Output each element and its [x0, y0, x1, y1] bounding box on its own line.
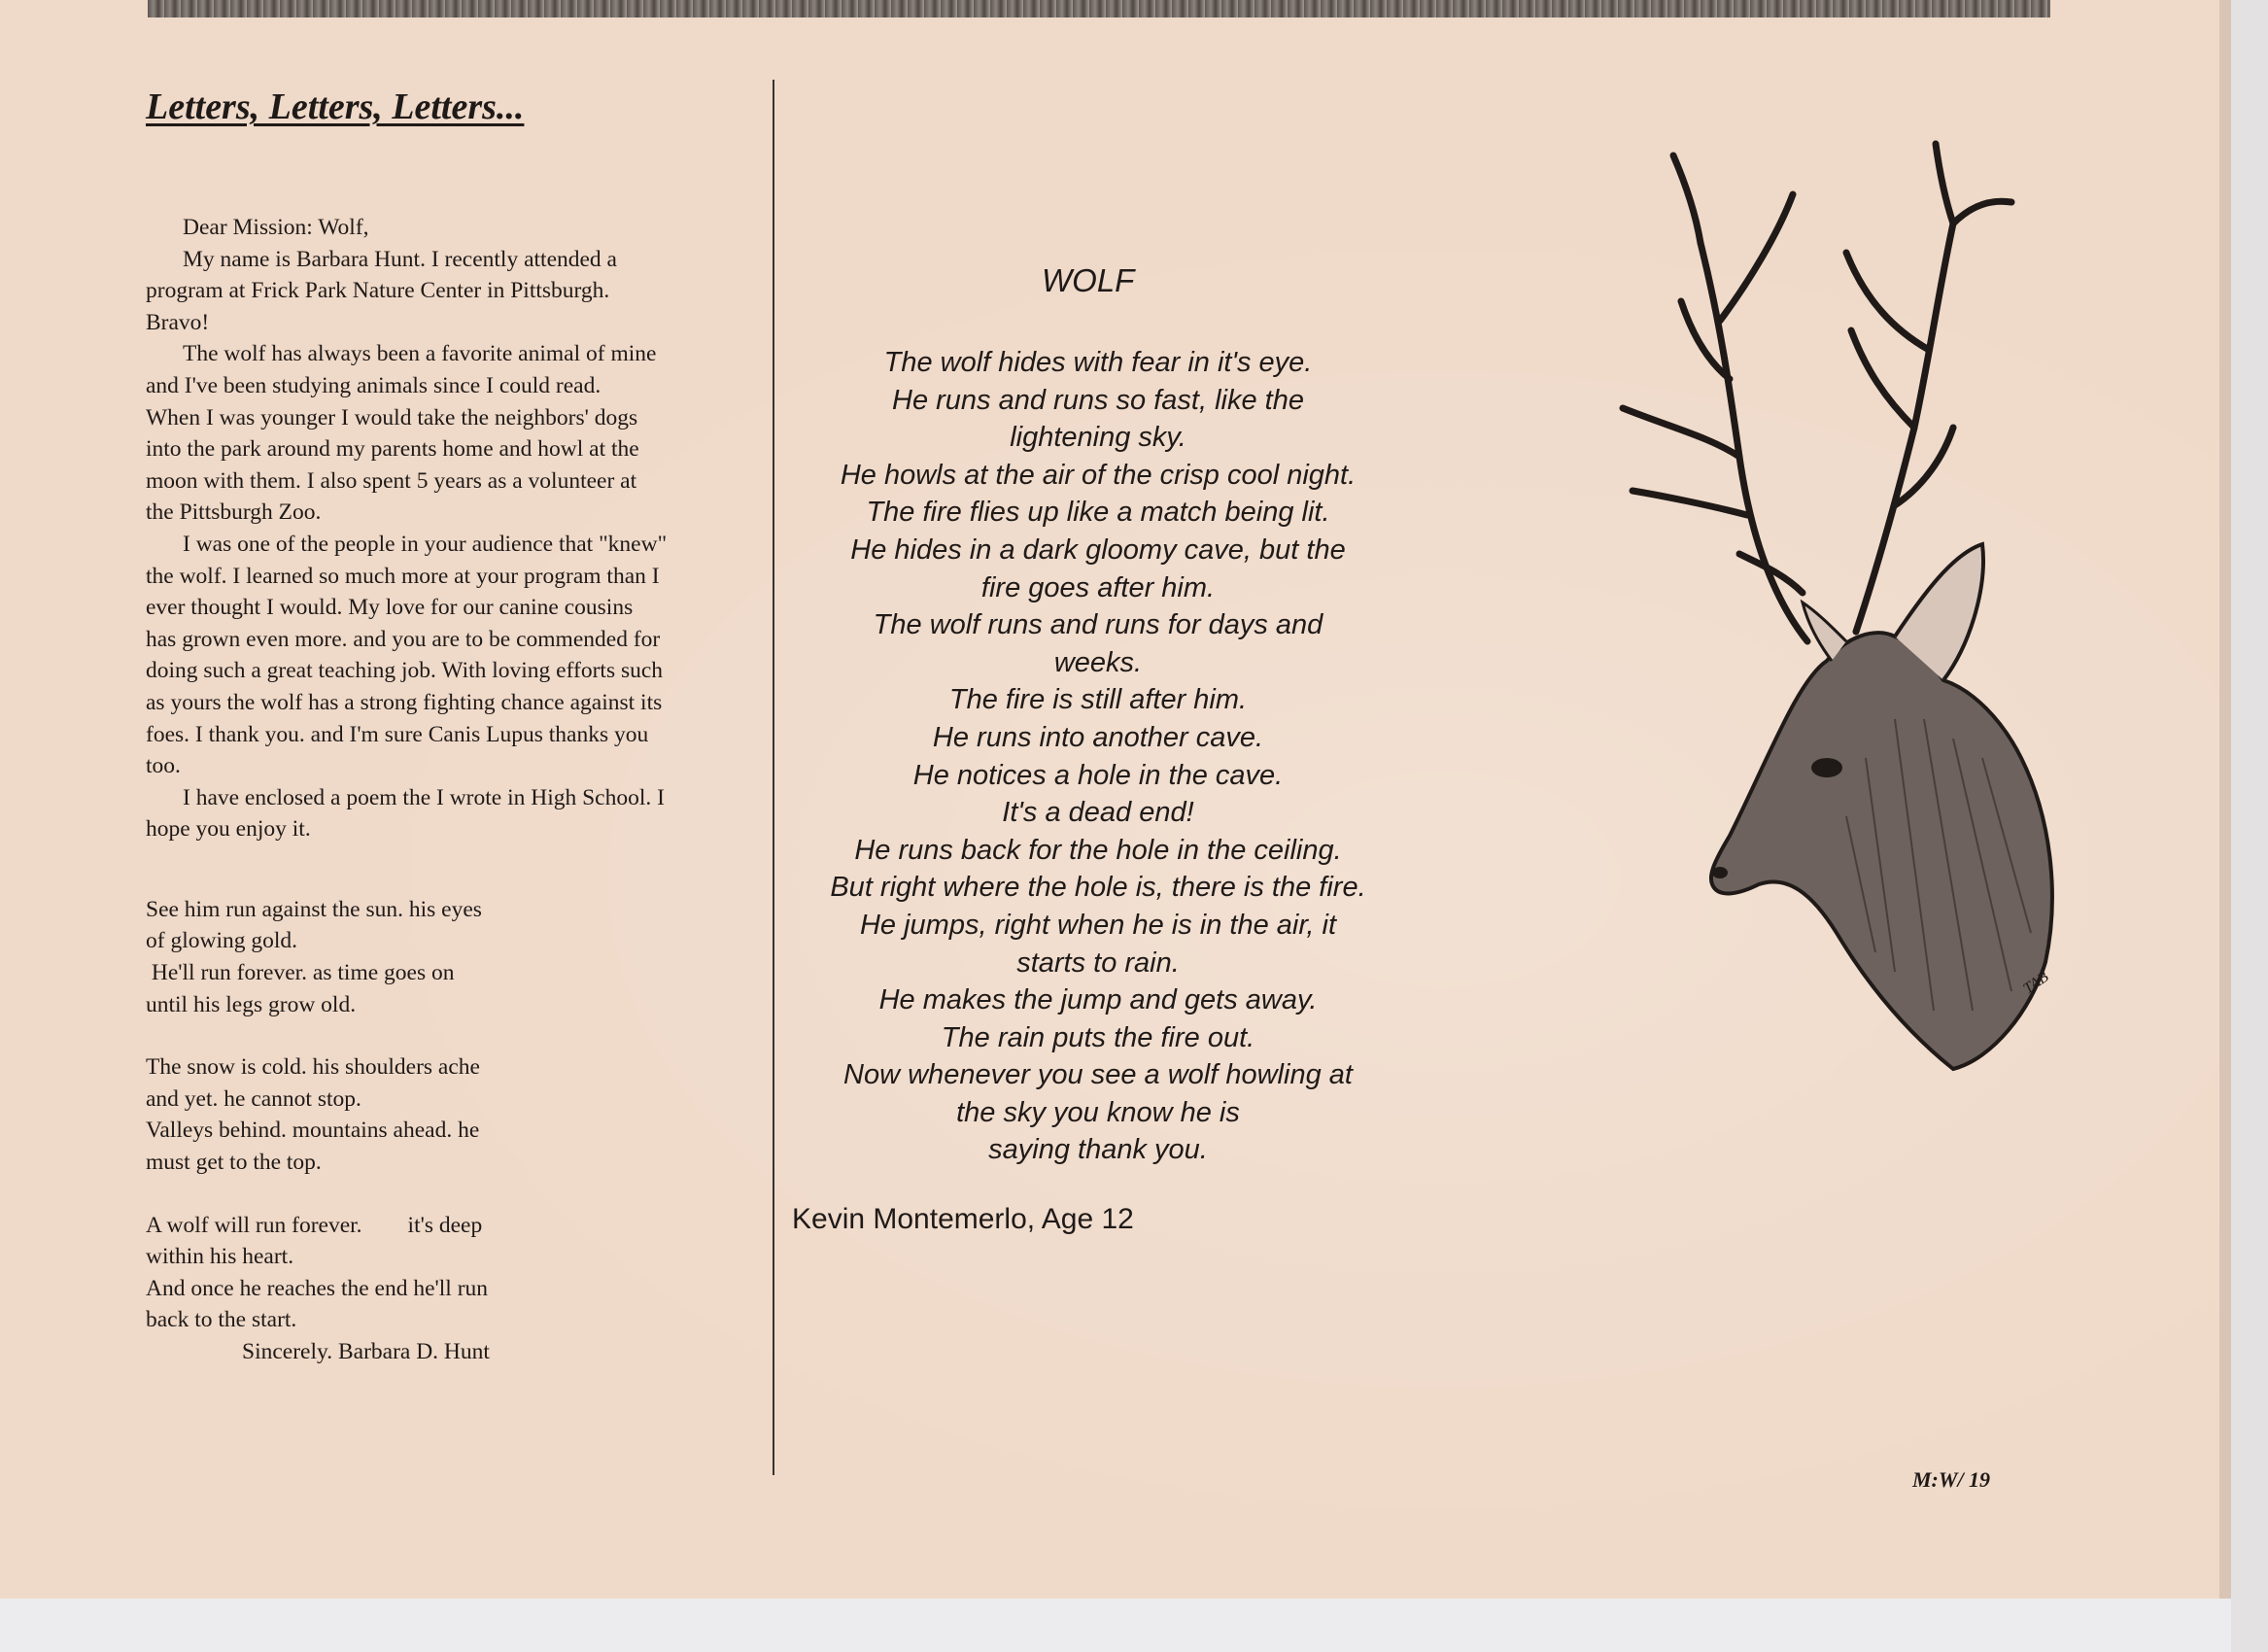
letter-line: the wolf. I learned so much more at your program than I: [146, 563, 660, 589]
letter-line: I have enclosed a poem the I wrote in High School. I: [183, 784, 665, 810]
letter-line: hope you enjoy it.: [146, 816, 311, 843]
enclosed-poem-line: of glowing gold.: [146, 928, 298, 954]
page-edge: [2219, 0, 2231, 1599]
enclosed-poem-line: He'll run forever. as time goes on: [146, 960, 455, 986]
poem-body: [768, 344, 1428, 1169]
enclosed-poem-line: until his legs grow old.: [146, 991, 357, 1017]
poem-line: saying thank you.: [988, 1134, 1208, 1166]
poem-line: He howls at the air of the crisp cool night.: [840, 459, 1357, 491]
poem-line: starts to rain.: [1016, 946, 1180, 979]
letter-line: Dear Mission: Wolf,: [183, 215, 369, 240]
poem-line: He runs back for the hole in the ceiling.: [854, 834, 1342, 866]
letter-line: program at Frick Park Nature Center in Pittsburgh.: [146, 278, 610, 304]
letter-line: When I was younger I would take the neighbors' dogs: [146, 404, 638, 430]
poem-line: The rain puts the fire out.: [941, 1021, 1255, 1053]
enclosed-poem-line: Valleys behind. mountains ahead. he: [146, 1118, 480, 1144]
artist-initials: TAB: [2020, 968, 2052, 998]
poem-byline: Kevin Montemerlo, Age 12: [792, 1203, 1134, 1235]
enclosed-poem-line: And once he reaches the end he'll run: [146, 1275, 489, 1301]
section-title: Letters, Letters, Letters...: [146, 86, 525, 127]
enclosed-poem-line: See him run against the sun. his eyes: [146, 896, 482, 922]
letter-line: The wolf has always been a favorite animal of mine: [183, 341, 657, 367]
enclosed-poem-line: must get to the top.: [146, 1150, 322, 1176]
letter-line: I was one of the people in your audience that "knew": [183, 531, 668, 557]
letter-line: and I've been studying animals since I could read.: [146, 372, 601, 398]
letter-line: as yours the wolf has a strong fighting chance against its: [146, 689, 663, 715]
page-number: M:W/ 19: [1912, 1467, 1991, 1492]
poem-line: He runs into another cave.: [932, 721, 1264, 753]
letter-line: doing such a great teaching job. With loving efforts such: [146, 658, 664, 684]
letter-line: too.: [146, 753, 181, 779]
letter-line: Bravo!: [146, 309, 210, 335]
poem-line: fire goes after him.: [980, 571, 1216, 603]
poem-line: He notices a hole in the cave.: [912, 759, 1284, 791]
letter-line: foes. I thank you. and I'm sure Canis Lupus thanks you: [146, 721, 649, 747]
poem-line: weeks.: [1053, 646, 1143, 678]
poem-line: He hides in a dark gloomy cave, but the: [850, 533, 1346, 566]
poem-line: He jumps, right when he is in the air, it: [859, 909, 1336, 941]
letter-line: ever thought I would. My love for our canine cousins: [146, 595, 634, 621]
letter-signoff: Sincerely. Barbara D. Hunt: [242, 1339, 490, 1364]
enclosed-poem-line: back to the start.: [146, 1307, 297, 1333]
poem-line: The fire flies up like a match being lit.: [866, 497, 1330, 529]
letter-line: moon with them. I also spent 5 years as a volunteer at: [146, 467, 637, 494]
poem-line: Now whenever you see a wolf howling at: [843, 1059, 1353, 1091]
poem-line: The wolf runs and runs for days and: [873, 609, 1323, 641]
poem-line: It's a dead end!: [1002, 797, 1194, 829]
letter-line: has grown even more. and you are to be commended for: [146, 626, 661, 652]
poem-line: He runs and runs so fast, like the: [892, 384, 1304, 416]
poem-title: WOLF: [1042, 262, 1135, 298]
letter-line: My name is Barbara Hunt. I recently attended a: [183, 246, 617, 272]
poem-line: The fire is still after him.: [948, 684, 1248, 716]
enclosed-poem-line: The snow is cold. his shoulders ache: [146, 1054, 480, 1081]
enclosed-poem-line: within his heart.: [146, 1244, 294, 1270]
enclosed-poem-line: and yet. he cannot stop.: [146, 1085, 361, 1112]
elk-illustration: [1603, 136, 2070, 1088]
poem-line: lightening sky.: [1010, 422, 1186, 454]
enclosed-poem-line: A wolf will run forever. it's deep: [146, 1212, 483, 1238]
poem-line: But right where the hole is, there is the fire.: [830, 872, 1366, 904]
poem-line: He makes the jump and gets away.: [878, 984, 1318, 1016]
letter-line: into the park around my parents home and howl at the: [146, 436, 639, 463]
scan-background: [0, 1599, 2231, 1652]
poem-line: the sky you know he is: [956, 1096, 1240, 1128]
letter-block: [146, 212, 758, 1368]
letter-line: the Pittsburgh Zoo.: [146, 499, 322, 526]
top-photo-strip: [148, 0, 2050, 17]
poem-line: The wolf hides with fear in it's eye.: [883, 347, 1313, 378]
